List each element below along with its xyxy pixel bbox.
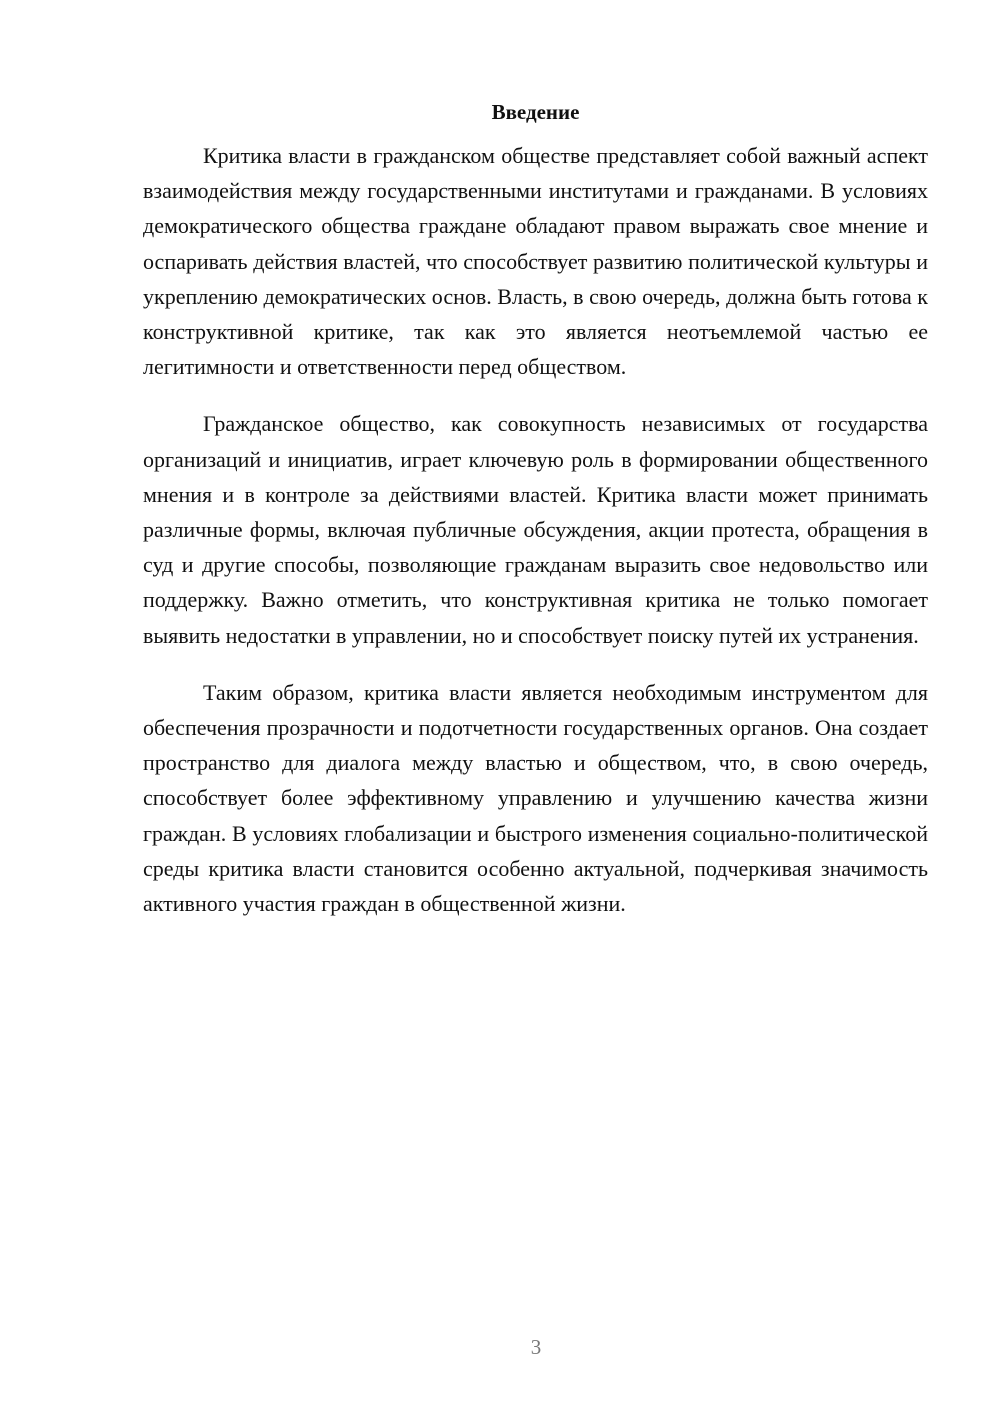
page-content (143, 98, 928, 943)
page-number: 3 (530, 1335, 542, 1359)
paragraph-2: Гражданское общество, как совокупность независимых от государства организаций и инициатив, играет ключевую роль в формировании общественного мнения и в контроле за действиями властей. Критика власти может принимать различные формы, включая публичные обсуждения, акции протеста, обращения в суд и другие способы, позволяющие гражданам выразить свое недовольство или поддержку. Важно отметить, что конструктивная критика не только помогает выявить недостатки в управлении, но и способствует поиску путей их устранения. (143, 411, 928, 648)
paragraph-1: Критика власти в гражданском обществе представляет собой важный аспект взаимодействия между государственными институтами и гражданами. В условиях демократического общества граждане обладают правом выражать свое мнение и оспаривать действия властей, что способствует развитию политической культуры и укреплению демократических основ. Власть, в свою очередь, должна быть готова к конструктивной критике, так как это является неотъемлемой частью ее легитимности и ответственности перед обществом. (143, 143, 928, 380)
section-title: Введение (491, 100, 580, 124)
paragraph-3: Таким образом, критика власти является необходимым инструментом для обеспечения прозрачности и подотчетности государственных органов. Она создает пространство для диалога между властью и обществом, что, в свою очередь, способствует более эффективному управлению и улучшению качества жизни граждан. В условиях глобализации и быстрого изменения социально-политической среды критика власти становится особенно актуальной, подчеркивая значимость активного участия граждан в общественной жизни. (143, 679, 928, 917)
page-number-footer (0, 1333, 1000, 1361)
